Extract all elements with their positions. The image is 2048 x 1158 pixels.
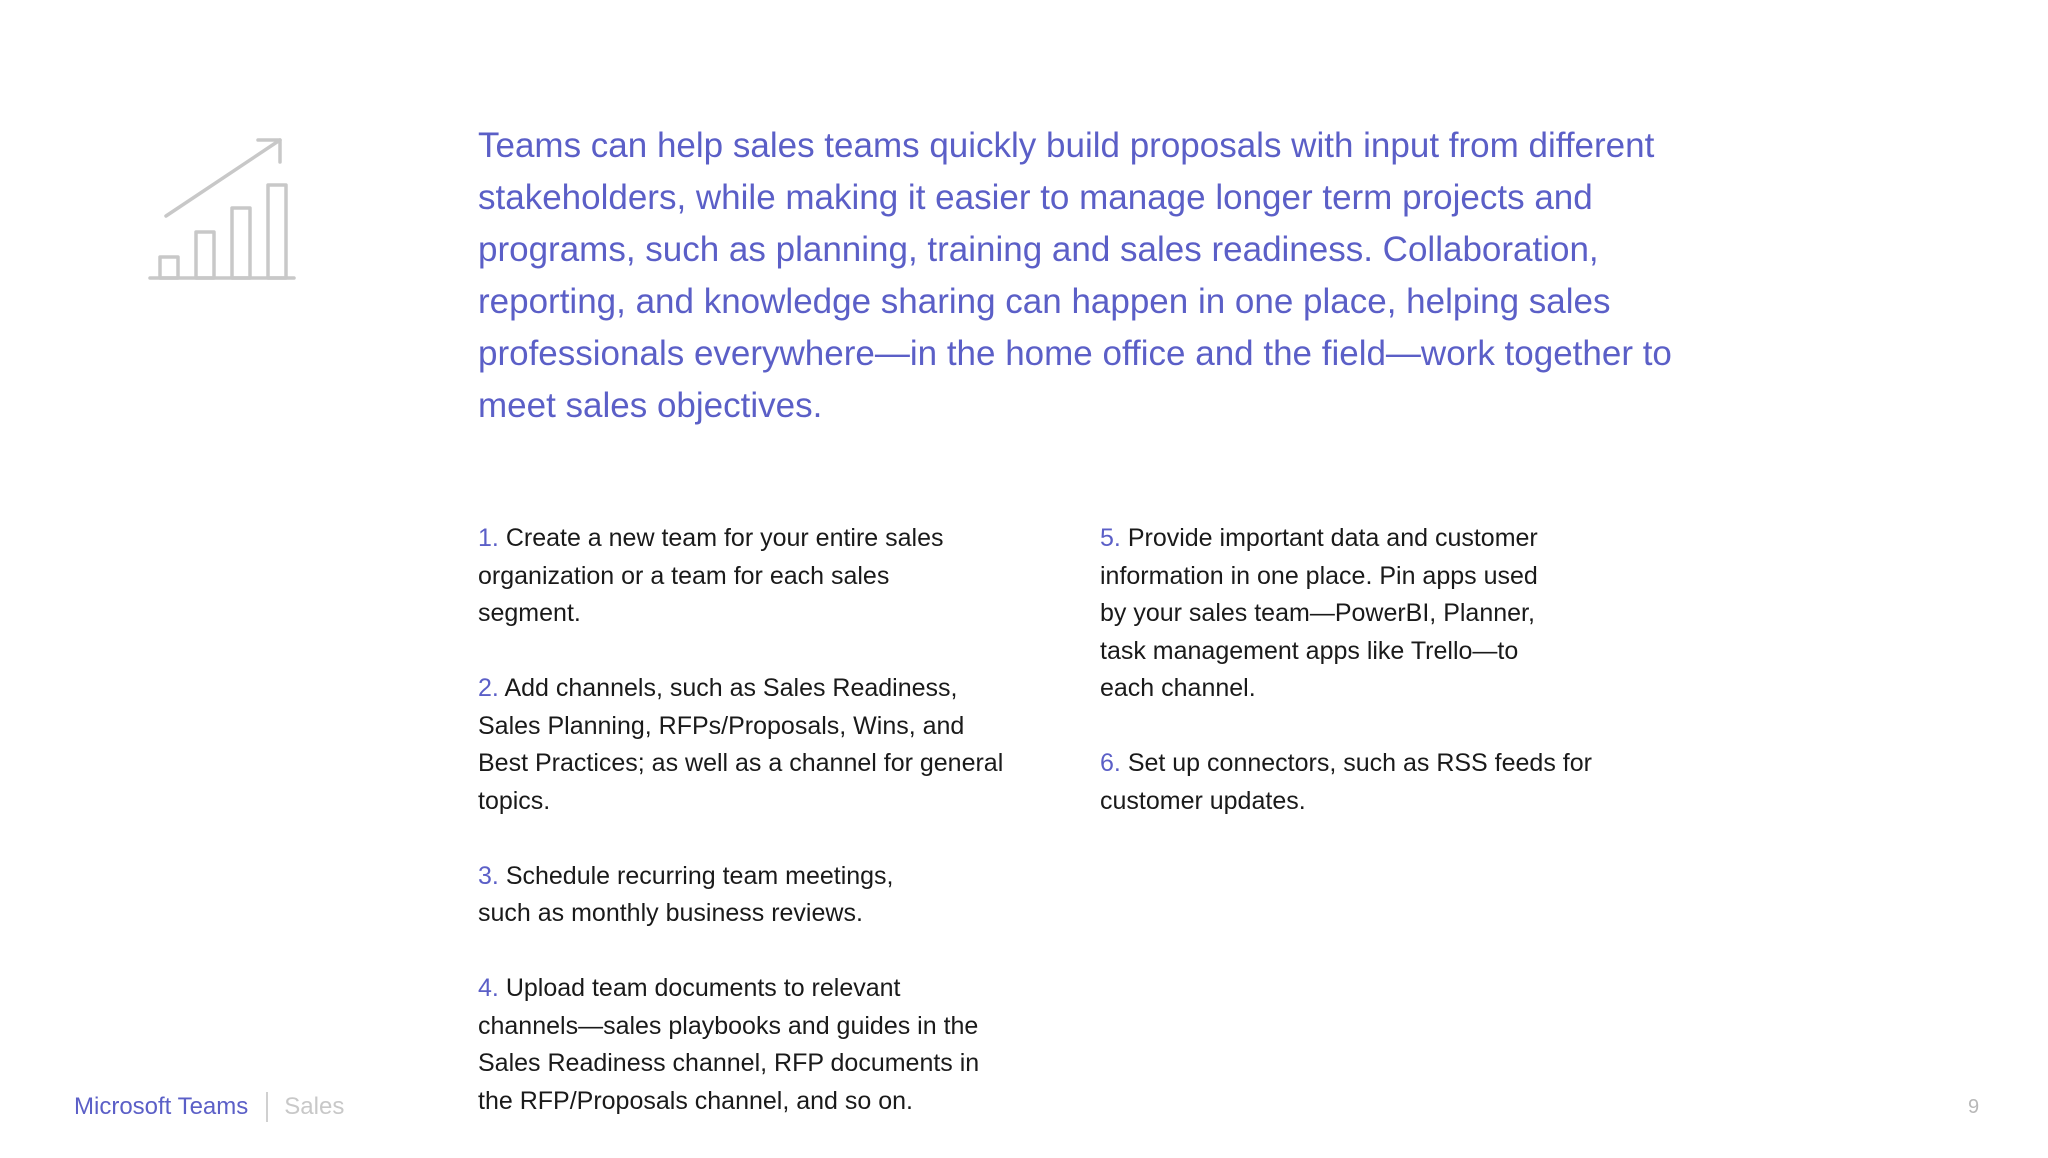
step-text: Upload team documents to relevant channels—sales playbooks and guides in the Sales Readiness channel, RFP documents in the RFP/Proposals channel, and so on.: [478, 974, 980, 1115]
step-number: 6.: [1100, 749, 1121, 777]
step-6: [1100, 745, 1660, 820]
growth-chart-icon: [148, 134, 296, 280]
step-number: 5.: [1100, 524, 1121, 552]
step-text: Schedule recurring team meetings, such as monthly business reviews.: [478, 861, 894, 927]
footer: [74, 1092, 344, 1122]
step-text: Create a new team for your entire sales organization or a team for each sales segment.: [478, 524, 944, 627]
page-number: 9: [1968, 1096, 1980, 1118]
step-text: Set up connectors, such as RSS feeds for customer updates.: [1100, 749, 1592, 815]
step-number: 3.: [478, 861, 499, 890]
intro-paragraph: Teams can help sales teams quickly build proposals with input from different stakeholders, while making it easier to manage longer term projects and programs, such as planning, training and sales readiness. Collaboration, reporting, and knowledge sharing can happen in one place, helping sales professionals everywhere—in the home office and the field—work together to meet sales objectives.: [478, 126, 1672, 425]
step-4: [478, 970, 1038, 1120]
step-text: Add channels, such as Sales Readiness, Sales Planning, RFPs/Proposals, Wins, and Best Practices; as well as a channel for general topics.: [478, 674, 1004, 815]
step-5: [1100, 520, 1660, 708]
step-3: [478, 858, 1038, 933]
step-number: 2.: [478, 674, 499, 702]
step-number: 4.: [478, 974, 499, 1002]
footer-brand: Microsoft Teams: [74, 1093, 249, 1120]
step-text: Provide important data and customer information in one place. Pin apps used by your sales team—PowerBI, Planner, task management apps like Trello—to each channel.: [1100, 524, 1538, 702]
steps-column-right: [1100, 520, 1660, 858]
steps-column-left: [478, 520, 1038, 1158]
footer-divider: [266, 1092, 268, 1122]
step-2: [478, 670, 1038, 820]
step-number: 1.: [478, 524, 499, 552]
footer-section: Sales: [284, 1093, 345, 1120]
step-1: [478, 520, 1038, 633]
